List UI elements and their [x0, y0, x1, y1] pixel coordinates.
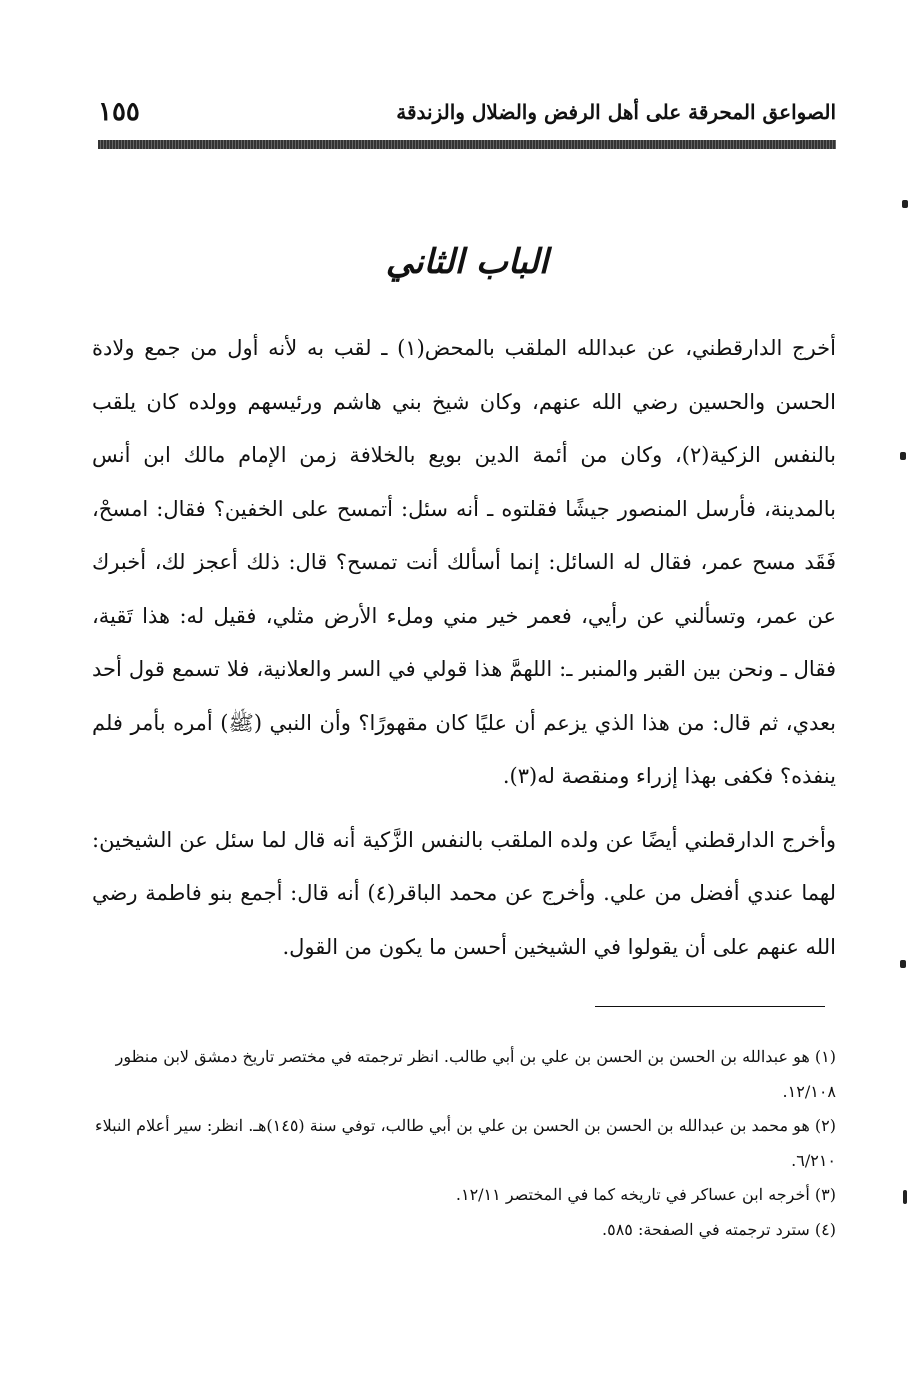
page-number: ١٥٥ — [98, 97, 140, 127]
chapter-title: الباب الثاني — [385, 242, 549, 282]
footnote-separator — [595, 1006, 825, 1007]
footnote: (١) هو عبدالله بن الحسن بن الحسن بن علي بن أبي طالب. انظر ترجمته في مختصر تاريخ دمشق لابن منظور ١٢/١٠٨. — [115, 1047, 836, 1101]
scan-mark — [902, 200, 908, 208]
body-text — [92, 322, 836, 974]
footnote: (٣) أخرجه ابن عساكر في تاريخه كما في المختصر ١٢/١١. — [455, 1185, 836, 1204]
scan-mark — [903, 1190, 907, 1204]
page-header — [98, 92, 836, 132]
footnotes — [92, 1040, 836, 1247]
paragraph: أخرج الدارقطني، عن عبدالله الملقب بالمحض(١) ـ لقب به لأنه أول من جمع ولادة الحسن والحسين رضي الله عنهم، وكان شيخ بني هاشم ورئيسهم وولده كان يلقب بالنفس الزكية(٢)، وكان من أئمة الدين بويع بالخلافة زمن الإمام مالك ابن أنس بالمدينة، فأرسل المنصور جيشًا فقلتوه ـ أنه سئل: أتمسح على الخفين؟ فقال: امسحْ، فَقَد مسح عمر، فقال له السائل: إنما أسألك أنت تمسح؟ قال: ذلك أعجز لك، أخبرك عن عمر، وتسألني عن رأيي، فعمر خير مني وملء الأرض مثلي، فقيل له: هذا تَقية، فقال ـ ونحن بين القبر والمنبر ـ: اللهمَّ هذا قولي في السر والعلانية، فلا تسمع قول أحد بعدي، ثم قال: من هذا الذي يزعم أن عليًا كان مقهورًا؟ وأن النبي (ﷺ) أمره بأمر فلم ينفذه؟ فكفى بهذا إزراء ومنقصة له(٣). — [92, 336, 836, 788]
paragraph: وأخرج الدارقطني أيضًا عن ولده الملقب بالنفس الزَّكية أنه قال لما سئل عن الشيخين: لهما عندي أفضل من علي. وأخرج عن محمد الباقر(٤) أنه قال: أجمع بنو فاطمة رضي الله عنهم على أن يقولوا في الشيخين أحسن ما يكون من القول. — [92, 827, 836, 959]
footnote: (٤) سترد ترجمته في الصفحة: ٥٨٥. — [602, 1219, 836, 1239]
scan-mark — [900, 452, 906, 460]
header-rule — [98, 140, 836, 149]
scan-mark — [900, 960, 906, 968]
running-title: الصواعق المحرقة على أهل الرفض والضلال والزندقة — [396, 100, 836, 124]
footnote: (٢) هو محمد بن عبدالله بن الحسن بن الحسن بن علي بن أبي طالب، توفي سنة (١٤٥)هـ. انظر: سير أعلام النبلاء ٦/٢١٠. — [95, 1116, 836, 1170]
